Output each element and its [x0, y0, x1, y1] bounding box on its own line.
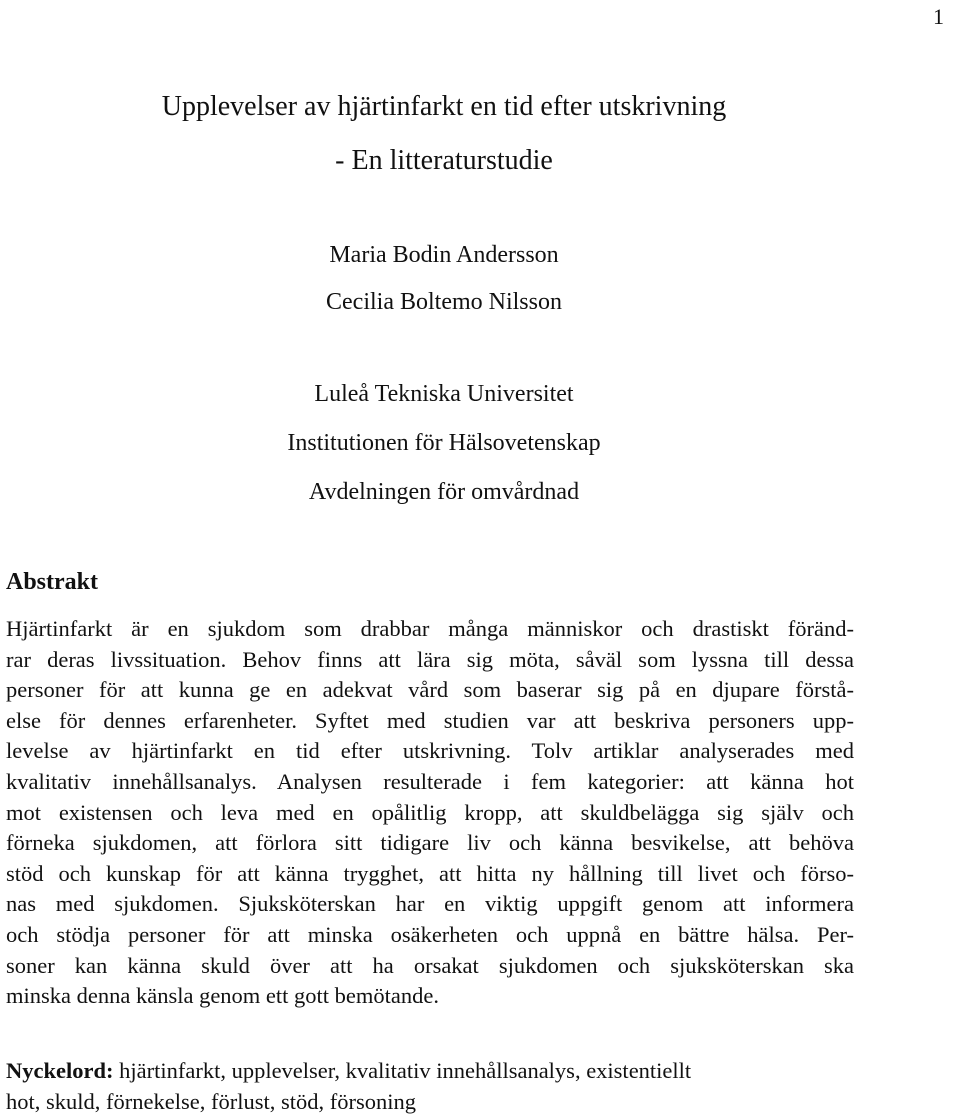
abstract-line: förneka sjukdomen, att förlora sitt tidigare liv och känna besvikelse, att behöva [6, 830, 854, 856]
abstract-body [6, 614, 854, 1012]
document-title [0, 80, 888, 188]
abstract-line: levelse av hjärtinfarkt en tid efter utskrivning. Tolv artiklar analyserades med [6, 738, 854, 764]
title-line-2: - En litteraturstudie [335, 145, 553, 176]
author-name: Cecilia Boltemo Nilsson [326, 289, 562, 315]
abstract-line: personer för att kunna ge en adekvat vård som baserar sig på en djupare förstå- [6, 677, 854, 703]
abstract-line: nas med sjukdomen. Sjuksköterskan har en viktig uppgift genom att informera [6, 891, 854, 917]
department-name: Avdelningen för omvårdnad [308, 479, 580, 505]
page-number: 1 [933, 4, 944, 29]
abstract-line: else för dennes erfarenheter. Syftet med studien var att beskriva personers upp- [6, 707, 854, 733]
author-name: Maria Bodin Andersson [329, 242, 559, 268]
keywords-line-1 [6, 1055, 854, 1086]
keywords-label: Nyckelord: [6, 1058, 114, 1083]
affiliation-block [0, 370, 888, 517]
keywords-line-2: hot, skuld, förnekelse, förlust, stöd, försoning [6, 1089, 416, 1114]
abstract-line: soner kan känna skuld över att ha orsakat sjukdomen och sjuksköterskan ska [6, 952, 854, 978]
abstract-line: stöd och kunskap för att känna trygghet, att hitta ny hållning till livet och förso- [6, 860, 854, 886]
abstract-line: kvalitativ innehållsanalys. Analysen resulterade i fem kategorier: att känna hot [6, 768, 854, 794]
abstract-line: och stödja personer för att minska osäkerheten och uppnå en bättre hälsa. Per- [6, 921, 854, 947]
abstract-line: mot existensen och leva med en opålitlig kropp, att skuldbelägga sig själv och [6, 799, 854, 825]
abstract-line: Hjärtinfarkt är en sjukdom som drabbar många människor och drastiskt föränd- [6, 616, 854, 641]
author-list [0, 232, 888, 326]
institution-name: Institutionen för Hälsovetenskap [287, 430, 601, 456]
university-name: Luleå Tekniska Universitet [314, 381, 574, 407]
keywords-section [6, 1055, 854, 1117]
keywords-text: hjärtinfarkt, upplevelser, kvalitativ innehållsanalys, existentiellt [113, 1058, 692, 1083]
abstract-line: rar deras livssituation. Behov finns att lära sig möta, såväl som lyssna till dessa [6, 646, 854, 672]
title-line-1: Upplevelser av hjärtinfarkt en tid efter utskrivning [161, 91, 727, 122]
abstract-line: minska denna känsla genom ett gott bemötande. [6, 983, 440, 1009]
abstract-heading: Abstrakt [6, 569, 99, 595]
